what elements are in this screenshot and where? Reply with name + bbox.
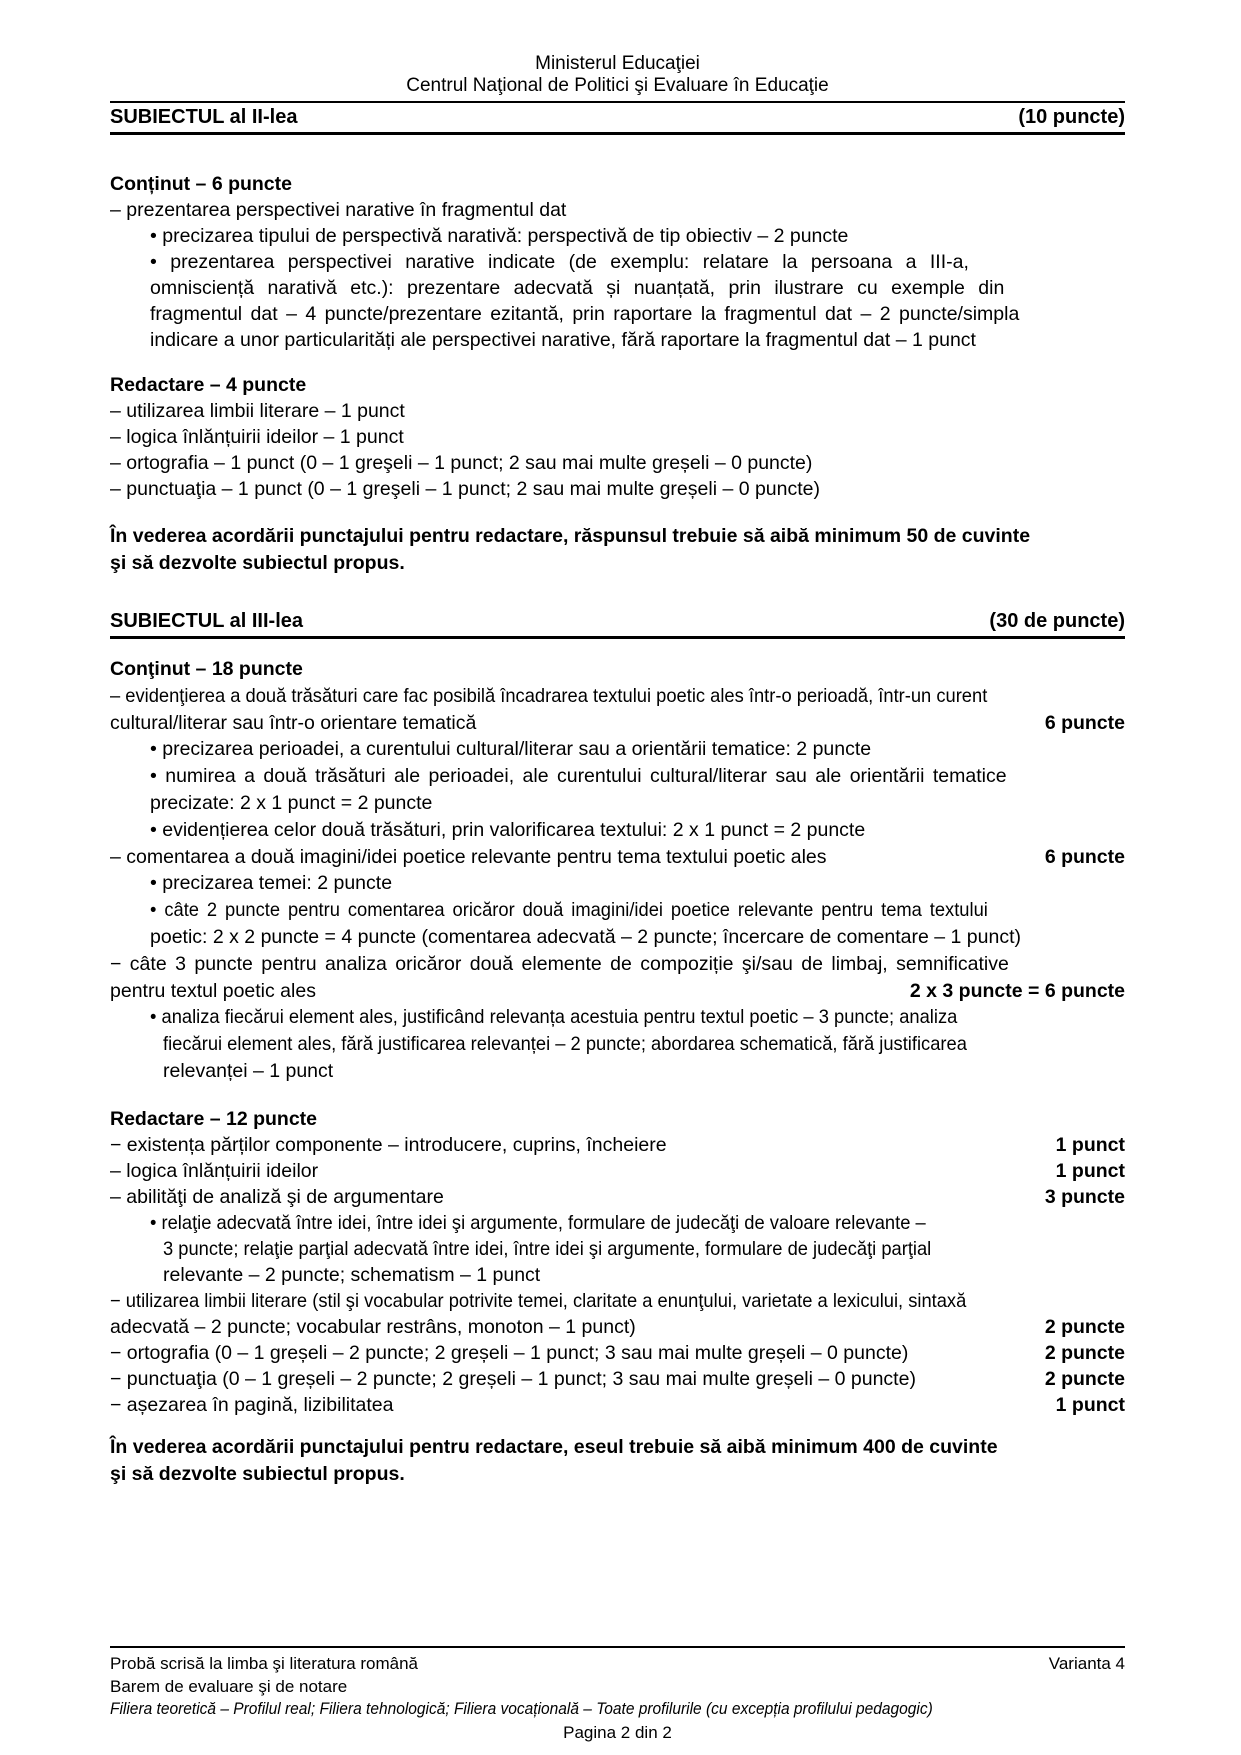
subject3-redaction-text: − existența părților componente – introducere, cuprins, încheiere — [110, 1134, 667, 1156]
subject3-item3-points: 2 x 3 puncte = 6 puncte — [909, 980, 1125, 1002]
subject2-bullet2-line: indicare a unor particularități ale perspectivei narative, fără raportare la fragmentul dat – 1 punct — [150, 329, 976, 351]
subject3-redaction-bullet-line — [110, 1236, 1125, 1262]
subject3-item3-line: pentru textul poetic ales — [110, 980, 316, 1002]
subject3-redaction-points: 2 puncte — [1044, 1368, 1125, 1390]
subject3-redaction-points: 2 puncte — [1044, 1342, 1125, 1364]
subject3-redaction-bullet-line: relevante – 2 puncte; schematism – 1 punct — [163, 1264, 541, 1286]
subject2-bullet2-line: fragmentul dat – 4 puncte/prezentare ezitantă, prin raportare la fragmentul dat – 2 puncte/simpla — [150, 303, 1020, 325]
subject3-total-points: (30 de puncte) — [989, 610, 1125, 632]
subject3-bullet5-line — [110, 897, 1125, 924]
ministry-header-line1: Ministerul Educaţiei — [535, 53, 700, 74]
footer-filiera: Filiera teoretică – Profilul real; Filiera tehnologică; Filiera vocațională – Toate profilurile (cu excepția profilului pedagogic) — [110, 1700, 933, 1718]
subject3-item2-row — [110, 844, 1125, 870]
subject2-title: SUBIECTUL al II-lea — [110, 106, 298, 128]
subject3-redaction-points: 1 punct — [1055, 1394, 1125, 1416]
subject3-redaction-text: – abilităţi de analiză şi de argumentare — [110, 1186, 444, 1208]
subject3-redaction-bullet-line — [110, 1210, 1125, 1236]
subject3-item3-line: − câte 3 puncte pentru analiza oricăror două elemente de compoziție şi/sau de limbaj, semnificative — [110, 953, 1009, 975]
subject2-redaction-item: – punctuaţia – 1 punct (0 – 1 greşeli – 1 punct; 2 sau mai multe greșeli – 0 puncte) — [110, 478, 821, 500]
subject3-item1-line: cultural/literar sau într-o orientare tematică — [110, 712, 477, 734]
subject3-redaction-text: − ortografia (0 – 1 greșeli – 2 puncte; 2 greșeli – 1 punct; 3 sau mai multe greșeli – 0 puncte) — [110, 1342, 909, 1364]
subject3-redaction-row4-points: 2 puncte — [1044, 1316, 1125, 1338]
subject3-redaction-row — [110, 1158, 1125, 1184]
subject2-note-line: În vederea acordării punctajului pentru redactare, răspunsul trebuie să aibă minimum 50 de cuvinte — [110, 525, 1031, 547]
subject2-total-points: (10 puncte) — [1018, 106, 1125, 128]
subject2-redaction-item: – logica înlănțuirii ideilor – 1 punct — [110, 426, 404, 448]
footer-exam-row — [110, 1652, 1125, 1675]
subject3-item2-text: – comentarea a două imagini/idei poetice relevante pentru tema textului poetic ales — [110, 846, 827, 868]
subject3-redaction-row — [110, 1340, 1125, 1366]
subject3-item1-line: – evidenţierea a două trăsături care fac posibilă încadrarea textului poetic ales într-o perioadă, într-un curent — [110, 685, 988, 707]
subject3-content-heading: Conţinut – 18 puncte — [110, 658, 303, 680]
ministry-header-line2: Centrul Naţional de Politici şi Evaluare în Educaţie — [406, 75, 829, 96]
subject3-item1-points-row — [110, 710, 1125, 736]
subject3-redaction-row4-line2: adecvată – 2 puncte; vocabular restrâns, monoton – 1 punct) — [110, 1316, 636, 1338]
subject3-redaction-points: 3 puncte — [1044, 1186, 1125, 1208]
subject3-bullet6-text: fiecărui element ales, fără justificarea relevanței – 2 puncte; abordarea schematică, fără justificarea — [163, 1033, 967, 1055]
footer-variant: Varianta 4 — [1048, 1654, 1125, 1673]
footer-barem: Barem de evaluare şi de notare — [110, 1677, 348, 1696]
subject3-note-line: În vederea acordării punctajului pentru redactare, eseul trebuie să aibă minimum 400 de cuvinte — [110, 1436, 998, 1458]
subject3-note-line: şi să dezvolte subiectul propus. — [110, 1463, 405, 1485]
subject2-bullet2-line: omnisciență narativă etc.): prezentare adecvată și nuanțată, prin ilustrare cu exemple din — [150, 277, 1005, 299]
subject3-bullet2-line: precizate: 2 x 1 punct = 2 puncte — [150, 792, 433, 814]
subject3-redaction-text: – logica înlănțuirii ideilor — [110, 1160, 319, 1182]
subject2-bullet2-line: • prezentarea perspectivei narative indicate (de exemplu: relatare la persoana a III-a, — [150, 251, 969, 273]
footer-exam-title: Probă scrisă la limba şi literatura română — [110, 1654, 419, 1673]
subject3-title: SUBIECTUL al III-lea — [110, 610, 304, 632]
subject3-bullet5-line: poetic: 2 x 2 puncte = 4 puncte (comentarea adecvată – 2 puncte; încercare de comentare – 1 punct) — [150, 926, 1021, 948]
subject2-note — [110, 523, 1125, 577]
subject2-note-line: şi să dezvolte subiectul propus. — [110, 552, 405, 574]
subject3-note — [110, 1434, 1125, 1488]
document-page — [110, 0, 1125, 1488]
ministry-header — [110, 53, 1125, 103]
subject3-item3-points-row — [110, 978, 1125, 1004]
page-footer — [110, 1646, 1125, 1744]
subject2-content-heading: Conținut – 6 puncte — [110, 173, 292, 195]
subject3-redaction-text: − așezarea în pagină, lizibilitatea — [110, 1394, 394, 1416]
subject3-bullet6-line: relevanței – 1 punct — [163, 1060, 334, 1082]
subject3-redaction-row — [110, 1366, 1125, 1392]
subject3-item2-points: 6 puncte — [1044, 846, 1125, 868]
subject3-redaction-bullet-text: 3 puncte; relaţie parţial adecvată între idei, între idei şi argumente, formulare de judecăţi parţial — [163, 1238, 932, 1260]
subject3-item1-points: 6 puncte — [1044, 712, 1125, 734]
subject2-redaction-item: – ortografia – 1 punct (0 – 1 greşeli – 1 punct; 2 sau mai multe greșeli – 0 puncte) — [110, 452, 813, 474]
subject3-bullet3: • evidențierea celor două trăsături, prin valorificarea textului: 2 x 1 punct = 2 puncte — [150, 819, 866, 841]
subject2-bullet1: • precizarea tipului de perspectivă narativă: perspectivă de tip obiectiv – 2 puncte — [150, 225, 849, 247]
subject3-redaction-heading: Redactare – 12 puncte — [110, 1108, 318, 1130]
subject3-redaction-row — [110, 1392, 1125, 1418]
subject3-bullet2-line: • numirea a două trăsături ale perioadei, ale curentului cultural/literar sau ale orientării tematice — [150, 765, 1007, 787]
subject3-title-bar — [110, 607, 1125, 639]
subject2-title-bar — [110, 103, 1125, 135]
subject3-redaction-row — [110, 1132, 1125, 1158]
subject3-redaction-bullet-text: • relaţie adecvată între idei, între idei şi argumente, formulare de judecăţi de valoare relevante – — [150, 1212, 926, 1234]
subject3-redaction-points: 1 punct — [1055, 1134, 1125, 1156]
subject3-redaction-row — [110, 1184, 1125, 1210]
subject3-bullet6-text: • analiza fiecărui element ales, justificând relevanța acestuia pentru textul poetic – 3 puncte; analiza — [150, 1006, 958, 1028]
subject2-redaction-heading: Redactare – 4 puncte — [110, 374, 307, 396]
subject3-bullet5-text: • câte 2 puncte pentru comentarea oricăror două imagini/idei poetice relevante pentru tema textului — [150, 899, 988, 921]
subject3-bullet6-line — [110, 1031, 1125, 1058]
subject3-redaction-row4 — [110, 1314, 1125, 1340]
subject3-bullet1: • precizarea perioadei, a curentului cultural/literar sau a orientării tematice: 2 puncte — [150, 738, 872, 760]
subject3-redaction-row4-line1: − utilizarea limbii literare (stil şi vocabular potrivite temei, claritate a enunţului, varietate a lexicului, sintaxă — [110, 1290, 967, 1312]
subject3-redaction-text: − punctuaţia (0 – 1 greșeli – 2 puncte; 2 greșeli – 1 punct; 3 sau mai multe greșeli – 0 puncte) — [110, 1368, 916, 1390]
subject2-content-item1: – prezentarea perspectivei narative în fragmentul dat — [110, 199, 567, 221]
subject3-redaction-points: 1 punct — [1055, 1160, 1125, 1182]
footer-page-number: Pagina 2 din 2 — [563, 1723, 672, 1742]
subject2-redaction-item: – utilizarea limbii literare – 1 punct — [110, 400, 405, 422]
subject3-bullet4: • precizarea temei: 2 puncte — [150, 872, 393, 894]
subject3-bullet6-line — [110, 1004, 1125, 1031]
